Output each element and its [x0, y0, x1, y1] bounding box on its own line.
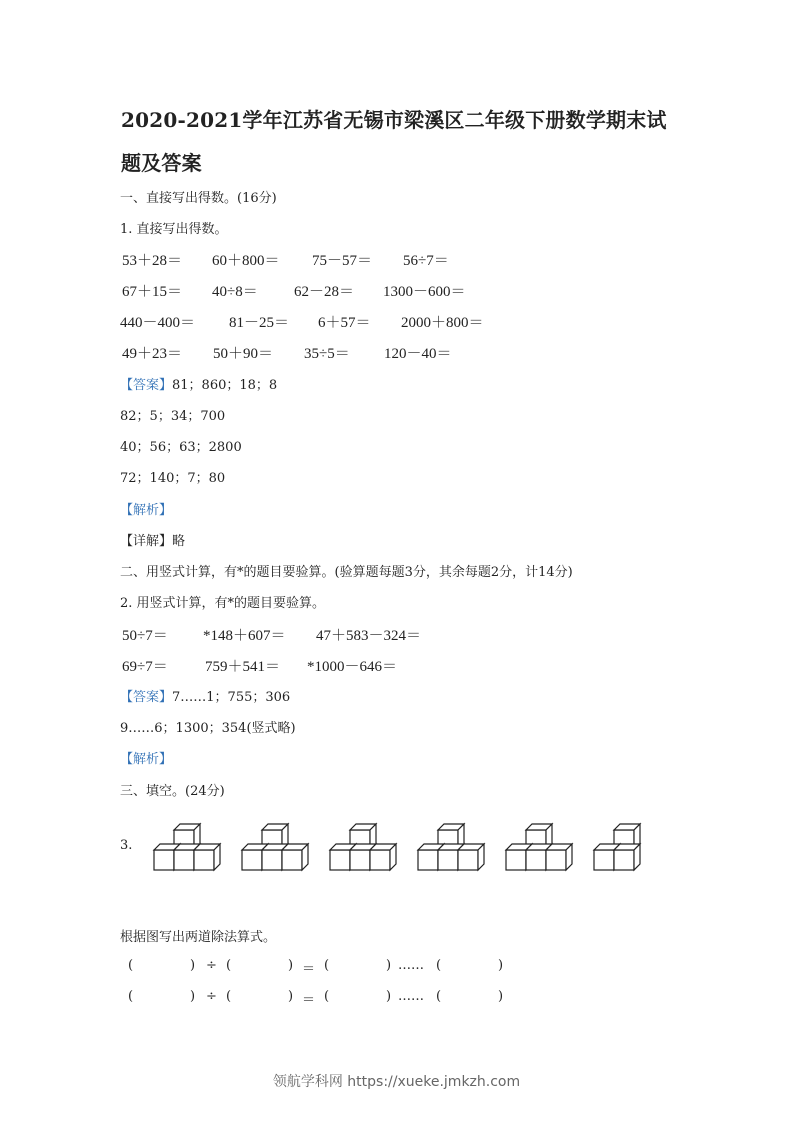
section-2-heading: 二、用竖式计算，有*的题目要验算。(验算题每题3分，其余每题2分，计14分): [120, 565, 573, 580]
paren-close: ): [386, 958, 392, 973]
vcalc-r2-c1: 69÷7＝: [122, 659, 168, 675]
paren-open: (: [436, 958, 442, 973]
footer-watermark: 领航学科网 https://xueke.jmkzh.com: [272, 1074, 521, 1090]
answer-tag: 【答案】: [120, 378, 173, 393]
vcalc-r2-c3: *1000－646＝: [307, 659, 398, 675]
calc-r4-c3: 35÷5＝: [304, 346, 350, 362]
remainder-sign: ……: [398, 958, 424, 973]
calc-r1-c3: 75－57＝: [312, 253, 373, 269]
cube-group-1: [154, 824, 220, 870]
paren-open: (: [128, 958, 134, 973]
answer-line: 82；5；34；700: [120, 409, 226, 424]
paren-open: (: [436, 989, 442, 1004]
cube-group-3: [330, 824, 396, 870]
calc-r1-c2: 60＋800＝: [212, 253, 280, 269]
divide-sign: ÷: [206, 989, 217, 1004]
answer-line: 72；140；7；80: [120, 471, 226, 486]
answer-1: [120, 374, 277, 393]
calc-r2-c3: 62－28＝: [294, 284, 355, 300]
paren-open: (: [324, 989, 330, 1004]
cube-group-5: [506, 824, 572, 870]
calc-r4-c4: 120－40＝: [384, 346, 452, 362]
equals-sign: ＝: [302, 962, 316, 977]
paren-close: ): [190, 958, 196, 973]
cube-group-6: [594, 824, 640, 870]
calc-r1-c1: 53＋28＝: [122, 253, 183, 269]
question-3-number: 3.: [120, 838, 133, 853]
section-1-heading: 一、直接写出得数。(16分): [120, 191, 277, 206]
answer-line: 81；860；18；8: [172, 378, 278, 393]
vcalc-r2-c2: 759＋541＝: [205, 659, 281, 675]
paren-close: ): [288, 958, 294, 973]
paren-open: (: [226, 958, 232, 973]
page-title: 2020-2021学年江苏省无锡市梁溪区二年级下册数学期末试: [121, 108, 667, 132]
answer-line: 7……1；755；306: [172, 690, 291, 705]
cube-group-4: [418, 824, 484, 870]
calc-r2-c4: 1300－600＝: [383, 284, 466, 300]
calc-r1-c4: 56÷7＝: [403, 253, 449, 269]
cube-groups-figure: [150, 818, 650, 878]
calc-r3-c4: 2000＋800＝: [401, 315, 484, 331]
answer-line: 9……6；1300；354(竖式略): [120, 721, 296, 736]
paren-close: ): [498, 958, 504, 973]
analysis-tag: 【解析】: [120, 752, 173, 767]
calc-r3-c2: 81－25＝: [229, 315, 290, 331]
question-1-text: 1. 直接写出得数。: [120, 222, 228, 237]
paren-close: ): [190, 989, 196, 1004]
vcalc-r1-c2: *148＋607＝: [203, 628, 286, 644]
calc-r2-c2: 40÷8＝: [212, 284, 258, 300]
question-2-text: 2. 用竖式计算，有*的题目要验算。: [120, 596, 326, 611]
equals-sign: ＝: [302, 993, 316, 1008]
analysis-tag: 【解析】: [120, 503, 173, 518]
answer-2: [120, 686, 290, 705]
calc-r3-c1: 440－400＝: [120, 315, 196, 331]
calc-r4-c2: 50＋90＝: [213, 346, 274, 362]
remainder-sign: ……: [398, 989, 424, 1004]
answer-tag: 【答案】: [120, 690, 173, 705]
paren-close: ): [498, 989, 504, 1004]
instruction-text: 根据图写出两道除法算式。: [120, 930, 277, 945]
divide-sign: ÷: [206, 958, 217, 973]
section-3-heading: 三、填空。(24分): [120, 784, 225, 799]
paren-open: (: [324, 958, 330, 973]
detail-text: 【详解】略: [120, 534, 186, 549]
page-title-continued: 题及答案: [121, 151, 202, 175]
vcalc-r1-c3: 47＋583－324＝: [316, 628, 422, 644]
paren-close: ): [288, 989, 294, 1004]
calc-r3-c3: 6＋57＝: [318, 315, 371, 331]
paren-open: (: [128, 989, 134, 1004]
paren-open: (: [226, 989, 232, 1004]
calc-r4-c1: 49＋23＝: [122, 346, 183, 362]
cube-group-2: [242, 824, 308, 870]
calc-r2-c1: 67＋15＝: [122, 284, 183, 300]
vcalc-r1-c1: 50÷7＝: [122, 628, 168, 644]
paren-close: ): [386, 989, 392, 1004]
answer-line: 40；56；63；2800: [120, 440, 242, 455]
